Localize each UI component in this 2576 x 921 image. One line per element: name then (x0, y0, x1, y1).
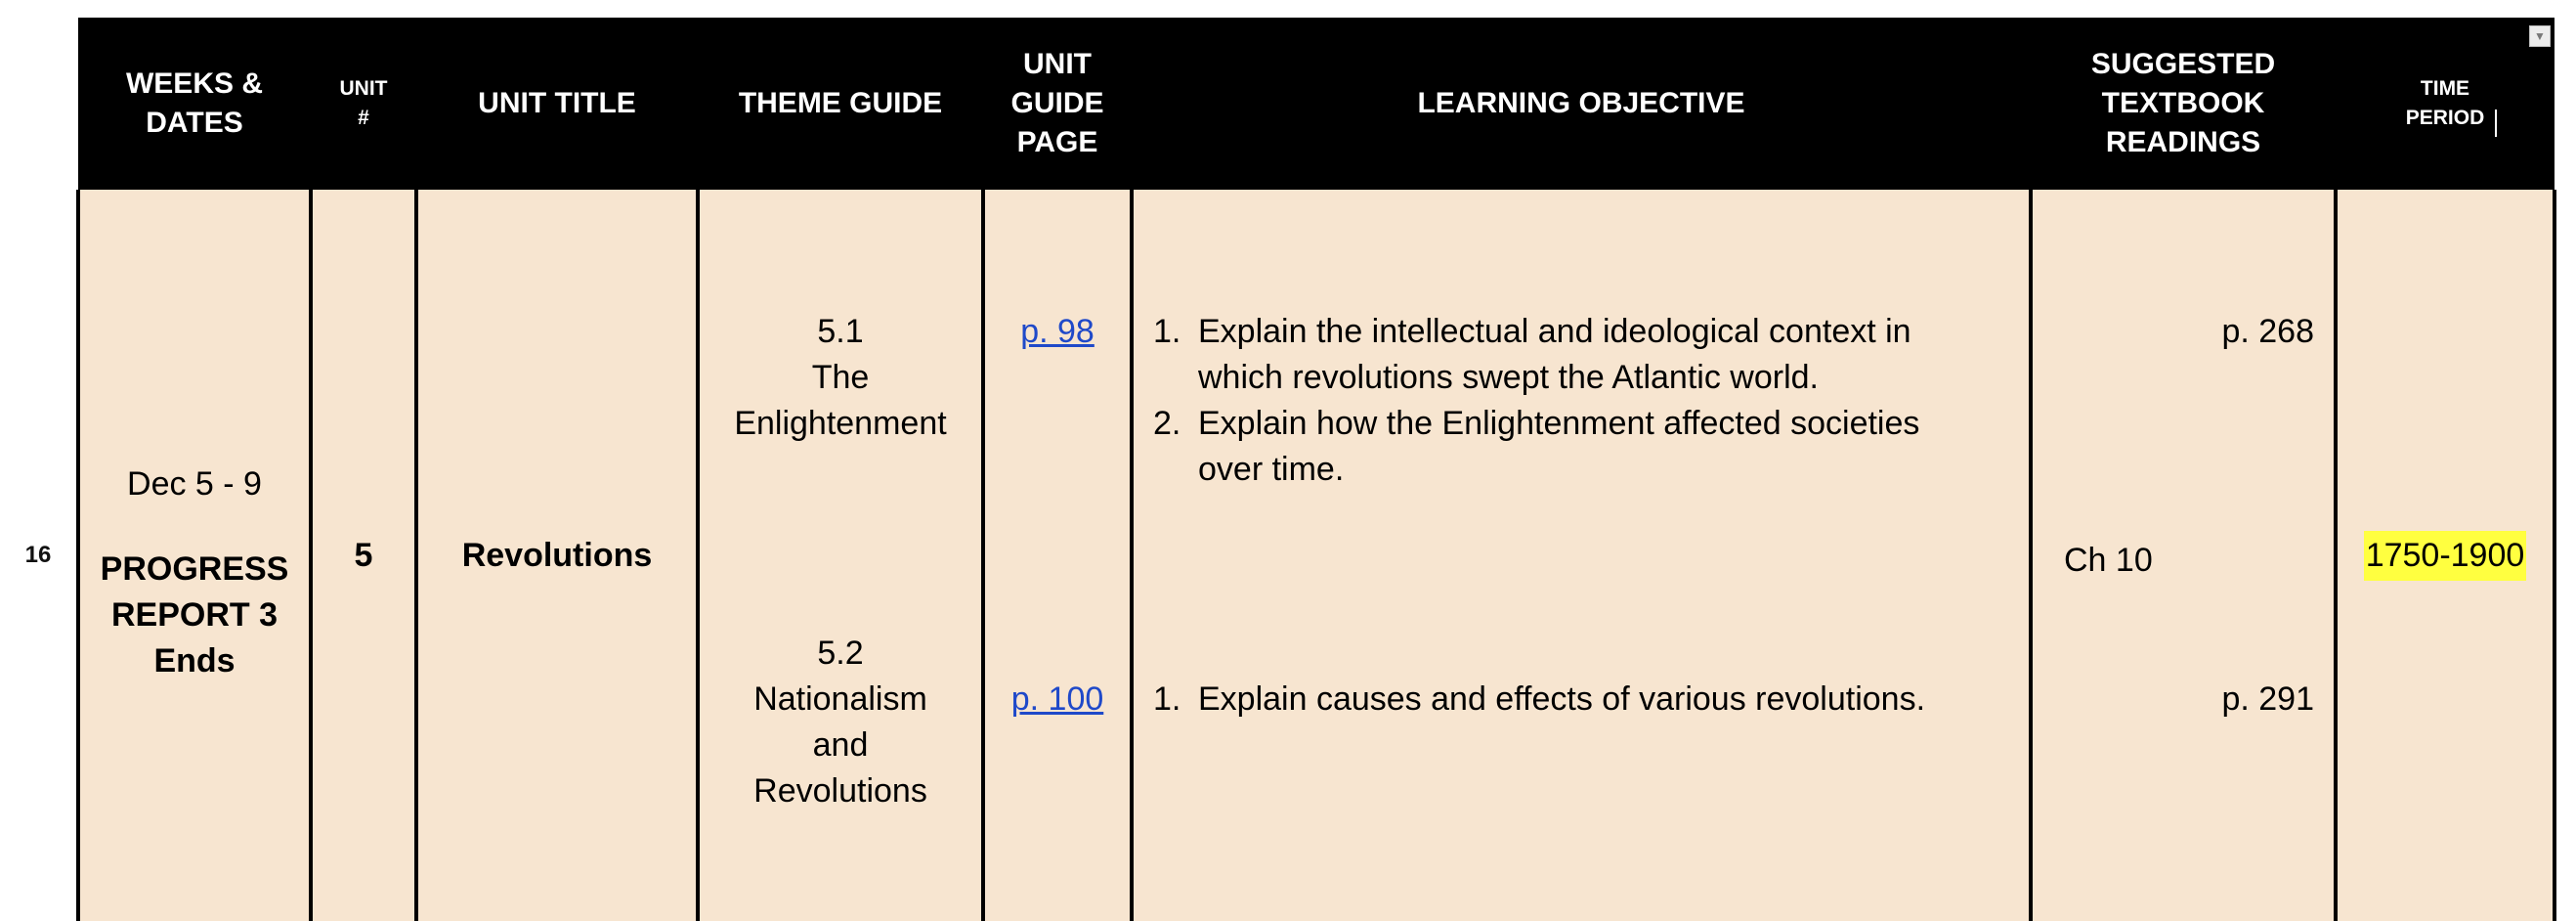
filter-dropdown-icon[interactable]: ▼ (2529, 25, 2551, 47)
header-readings-line1: SUGGESTED (2090, 48, 2276, 80)
header-learning-objective[interactable]: LEARNING OBJECTIVE (1417, 87, 1745, 119)
progress-note-line1: PROGRESS (100, 550, 289, 588)
objective-text: Explain how the Enlightenment affected societies over time. (1198, 405, 1920, 488)
theme-line: 5.1 (817, 313, 864, 350)
header-time-line1: TIME (2420, 77, 2470, 100)
cell-unit-number[interactable]: 5 (354, 536, 373, 574)
objective-item (1153, 309, 1954, 401)
grid-line (1130, 190, 1134, 921)
theme-line: Enlightenment (734, 405, 947, 442)
header-guide-line2: GUIDE (1010, 87, 1104, 119)
grid-line (2553, 190, 2556, 921)
unit-guide-page-cell-1 (985, 309, 1130, 355)
grid-line (981, 190, 985, 921)
theme-line: 5.2 (817, 635, 864, 672)
header-weeks-dates-line2: DATES (146, 107, 243, 139)
progress-note-line3: Ends (153, 642, 236, 680)
learning-objectives-5-1[interactable] (1153, 309, 1954, 493)
header-unit-title[interactable]: UNIT TITLE (478, 87, 636, 119)
header-unit-guide-page[interactable] (983, 18, 1132, 190)
objective-number: 1. (1153, 313, 1181, 350)
cell-weeks-dates[interactable] (80, 190, 309, 921)
header-readings-line3: READINGS (2105, 126, 2261, 158)
time-period-value: 1750-1900 (2364, 531, 2527, 581)
header-unit-number-line2: # (358, 107, 369, 129)
unit-guide-page-cell-2 (985, 677, 1130, 723)
objective-number: 2. (1153, 405, 1181, 442)
header-theme-guide[interactable]: THEME GUIDE (738, 87, 943, 119)
unit-guide-link-p100[interactable]: p. 100 (1010, 680, 1104, 718)
cell-unit-title[interactable]: Revolutions (461, 536, 653, 574)
theme-line: Revolutions (753, 772, 927, 810)
learning-objectives-5-2[interactable] (1153, 677, 1954, 723)
theme-guide-5-2[interactable] (700, 631, 981, 814)
header-readings-line2: TEXTBOOK (2101, 87, 2265, 119)
header-guide-line1: UNIT (1022, 48, 1092, 80)
readings-chapter[interactable]: Ch 10 (2064, 542, 2153, 579)
theme-line: and (812, 726, 869, 764)
grid-line (2029, 190, 2033, 921)
header-guide-line3: PAGE (1016, 126, 1098, 158)
header-time-line2: PERIOD (2405, 107, 2485, 129)
cell-time-period[interactable] (2338, 190, 2553, 921)
row-number[interactable]: 16 (24, 542, 52, 568)
table-header-row (78, 18, 2555, 190)
dates-text: Dec 5 - 9 (127, 465, 262, 503)
theme-line: The (811, 359, 870, 396)
header-unit-number-line1: UNIT (339, 77, 388, 100)
readings-page-268[interactable]: p. 268 (2221, 313, 2314, 350)
header-weeks-dates[interactable] (78, 18, 311, 190)
header-suggested-readings[interactable] (2031, 18, 2336, 190)
objective-number: 1. (1153, 680, 1181, 718)
objective-text: Explain causes and effects of various revolutions. (1198, 680, 1926, 718)
header-time-period[interactable] (2336, 18, 2555, 190)
text-cursor (2495, 110, 2497, 137)
theme-line: Nationalism (753, 680, 927, 718)
unit-guide-link-p98[interactable]: p. 98 (1020, 313, 1095, 350)
header-weeks-dates-line1: WEEKS & (125, 67, 263, 100)
objective-text: Explain the intellectual and ideological context in which revolutions swept the Atlantic world. (1198, 313, 1911, 396)
header-unit-number[interactable] (311, 18, 416, 190)
readings-page-291[interactable]: p. 291 (2221, 680, 2314, 718)
progress-note-line2: REPORT 3 (110, 596, 279, 634)
objective-item (1153, 677, 1954, 723)
theme-guide-5-1[interactable] (700, 309, 981, 447)
objective-item (1153, 401, 1954, 493)
